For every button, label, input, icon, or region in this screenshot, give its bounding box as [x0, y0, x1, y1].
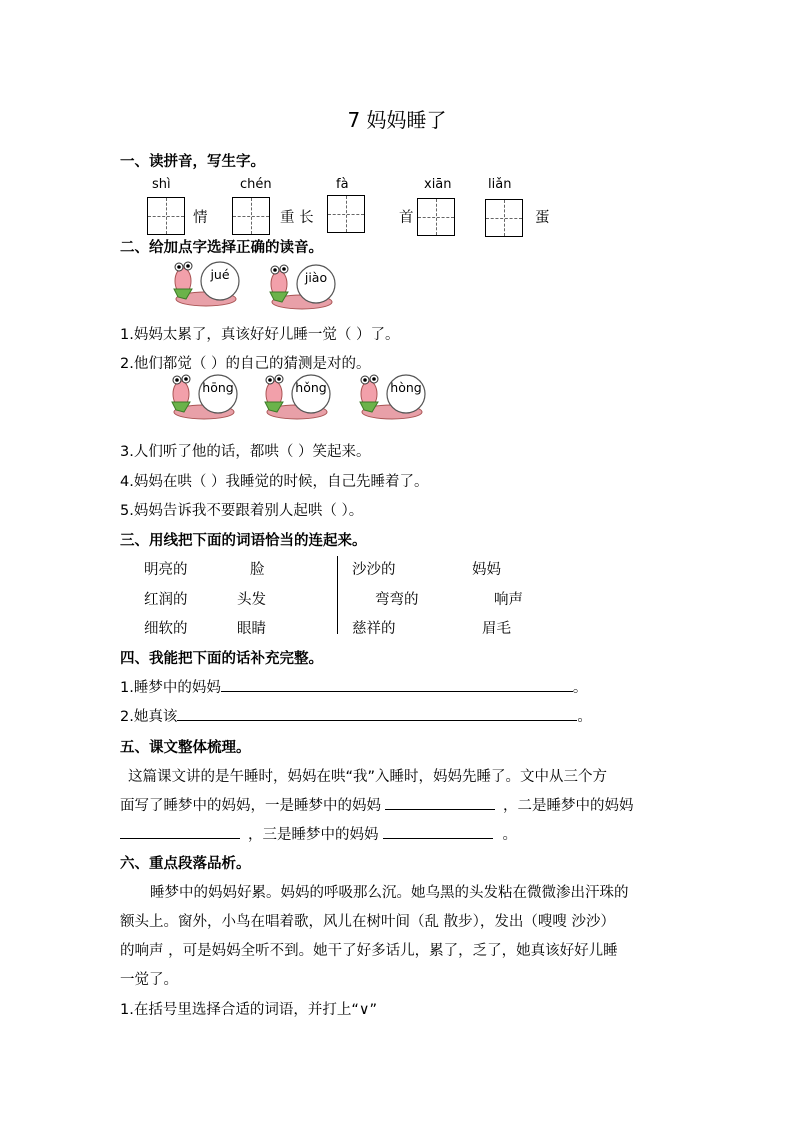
- pinyin-1: shì: [152, 177, 171, 192]
- match-left-b3[interactable]: 眼睛: [237, 621, 266, 637]
- char-after-2: 重 长: [280, 210, 314, 226]
- q4-2: [120, 705, 592, 726]
- match-left-b2[interactable]: 头发: [237, 592, 266, 608]
- write-box-4[interactable]: [417, 198, 455, 236]
- pinyin-3: fà: [336, 177, 349, 192]
- s5-line3a: ，三是睡梦中的妈妈: [248, 827, 379, 843]
- write-box-1[interactable]: [147, 197, 185, 235]
- divider: [337, 556, 338, 634]
- match-right-a2[interactable]: 弯弯的: [375, 592, 419, 608]
- match-right-a3[interactable]: 慈祥的: [352, 621, 396, 637]
- section-3-heading: 三、用线把下面的词语恰当的连起来。: [120, 533, 367, 549]
- snail-label: jiào: [304, 270, 328, 285]
- snail-label: hōng: [202, 380, 234, 395]
- section-1-heading: 一、读拼音，写生字。: [120, 154, 265, 170]
- s6-para-line2: 额头上。窗外，小鸟在唱着歌，风儿在树叶间（乱 散步），发出（嗖嗖 沙沙）: [120, 914, 615, 930]
- match-right-a1[interactable]: 沙沙的: [352, 562, 396, 578]
- s5-line1: 这篇课文讲的是午睡时，妈妈在哄“我”入睡时，妈妈先睡了。文中从三个方: [128, 769, 608, 785]
- q2-5: 5.妈妈告诉我不要跟着别人起哄（ ）。: [120, 503, 364, 519]
- char-before-4: 首: [399, 210, 414, 226]
- s5-line2a: 面写了睡梦中的妈妈，一是睡梦中的妈妈: [120, 798, 381, 814]
- answer-line-5-1[interactable]: [385, 794, 495, 810]
- write-box-3[interactable]: [327, 195, 365, 233]
- q4-1-end: 。: [572, 680, 588, 696]
- section-5-heading: 五、课文整体梳理。: [120, 740, 251, 756]
- write-box-5[interactable]: [485, 199, 523, 237]
- q4-2-end: 。: [577, 709, 592, 725]
- match-right-b2[interactable]: 响声: [494, 592, 523, 608]
- answer-line-5-3[interactable]: [383, 823, 493, 839]
- section-4-heading: 四、我能把下面的话补充完整。: [120, 651, 323, 667]
- s5-line3b: 。: [502, 827, 517, 843]
- s5-line3: [120, 823, 517, 844]
- s5-line2b: ，二是睡梦中的妈妈: [503, 798, 634, 814]
- snail-label: jué: [210, 267, 230, 282]
- match-left-a3[interactable]: 细软的: [144, 621, 188, 637]
- s6-para-line3: 的响声 ，可是妈妈全听不到。她干了好多话儿，累了，乏了，她真该好好儿睡: [120, 943, 618, 959]
- write-box-2[interactable]: [232, 197, 270, 235]
- q2-3: 3.人们听了他的话，都哄（ ）笑起来。: [120, 444, 371, 460]
- char-after-5: 蛋: [535, 210, 550, 226]
- q2-4: 4.妈妈在哄（ ）我睡觉的时候，自己先睡着了。: [120, 474, 429, 490]
- snail-label: hǒng: [295, 380, 327, 395]
- s6-para-line4: 一觉了。: [120, 972, 178, 988]
- pinyin-2: chén: [240, 177, 272, 192]
- snail-hong1: [166, 372, 242, 422]
- snail-label: hòng: [390, 380, 422, 395]
- match-right-b1[interactable]: 妈妈: [472, 562, 501, 578]
- snail-jue: [168, 259, 244, 309]
- snail-jiao: [264, 262, 340, 312]
- snail-hong3: [354, 372, 430, 422]
- q4-1-label: 1.睡梦中的妈妈: [120, 680, 221, 696]
- answer-line-4-1[interactable]: [221, 676, 573, 692]
- section-2-heading: 二、给加点字选择正确的读音。: [120, 240, 323, 256]
- q4-2-label: 2.她真该: [120, 709, 178, 725]
- section-6-heading: 六、重点段落品析。: [120, 856, 251, 872]
- page-title: 7 妈妈睡了: [347, 108, 447, 132]
- match-left-a1[interactable]: 明亮的: [144, 562, 188, 578]
- q2-2: 2.他们都觉（ ）的自己的猜测是对的。: [120, 356, 371, 372]
- match-right-b3[interactable]: 眉毛: [482, 621, 511, 637]
- pinyin-5: liǎn: [488, 177, 512, 192]
- match-left-b1[interactable]: 脸: [250, 562, 265, 578]
- s5-line2: [120, 794, 634, 815]
- q2-1: 1.妈妈太累了，真该好好儿睡一觉（ ）了。: [120, 327, 400, 343]
- match-left-a2[interactable]: 红润的: [144, 592, 188, 608]
- s6-para-line1: 睡梦中的妈妈好累。妈妈的呼吸那么沉。她乌黑的头发粘在微微渗出汗珠的: [150, 885, 629, 901]
- pinyin-4: xiān: [424, 177, 452, 192]
- snail-hong2: [259, 372, 335, 422]
- s6-q1: 1.在括号里选择合适的词语，并打上“∨”: [120, 1002, 377, 1018]
- answer-line-4-2[interactable]: [177, 705, 577, 721]
- q4-1: [120, 676, 587, 697]
- answer-line-5-2[interactable]: [120, 823, 240, 839]
- char-after-1: 情: [193, 210, 208, 226]
